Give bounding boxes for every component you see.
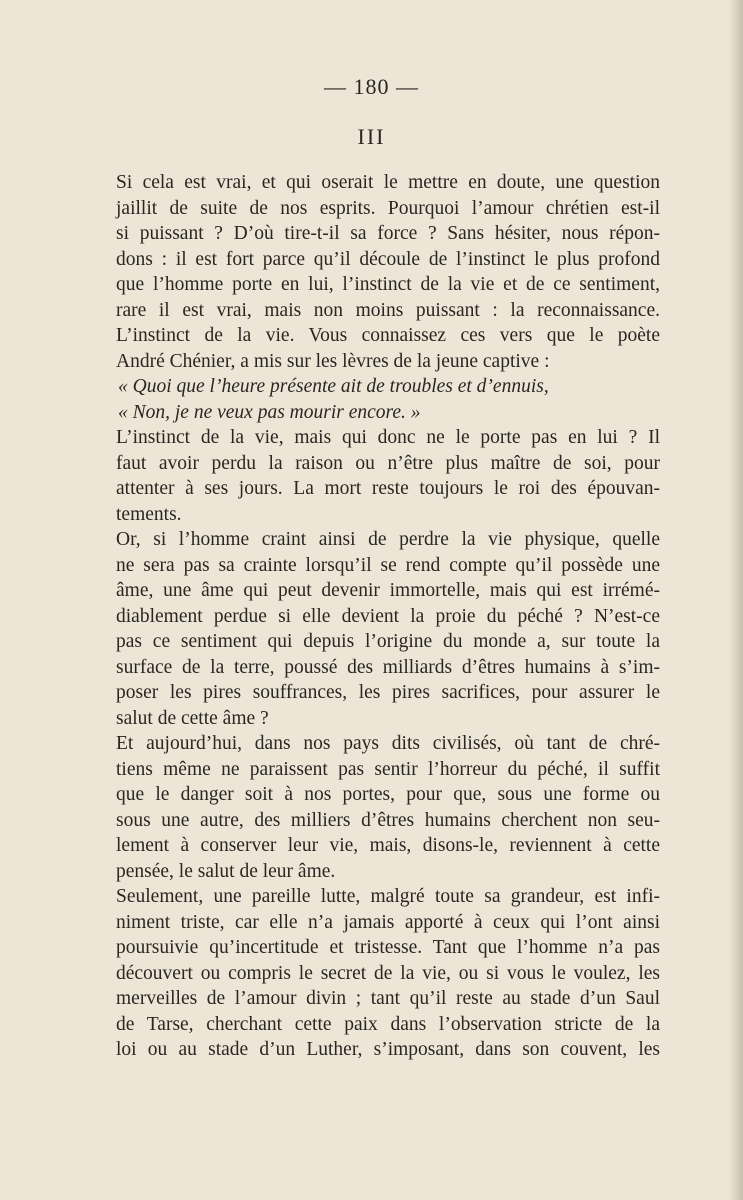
paragraph: [116, 323, 660, 374]
text-line: ne sera pas sa crainte lorsqu’il se rend compte qu’il possède une: [116, 554, 660, 576]
page-number: — 180 —: [324, 74, 419, 99]
paragraph: [116, 884, 660, 1063]
verse-line: « Quoi que l’heure présente ait de troubles et d’ennuis,: [118, 376, 549, 397]
verse-quotation: [116, 374, 660, 425]
text-line: niment triste, car elle n’a jamais apporté à ceux qui l’ont ainsi: [116, 911, 660, 933]
text-line: dons : il est fort parce qu’il découle de l’instinct le plus profond: [116, 248, 660, 270]
text-line: diablement perdue si elle devient la proie du péché ? N’est-ce: [116, 605, 660, 627]
text-line: Seulement, une pareille lutte, malgré toute sa grandeur, est infi-: [116, 886, 660, 907]
text-line: pas ce sentiment qui depuis l’origine du monde a, sur toute la: [116, 631, 660, 652]
text-line: découvert ou compris le secret de la vie, ou si vous le voulez, les: [116, 962, 660, 984]
text-line: merveilles de l’amour divin ; tant qu’il reste au stade d’un Saul: [116, 988, 660, 1009]
text-line: Si cela est vrai, et qui oserait le mettre en doute, une question: [116, 172, 660, 193]
text-line: Et aujourd’hui, dans nos pays dits civilisés, où tant de chré-: [116, 733, 660, 754]
body-text: [116, 170, 660, 1063]
text-line: Or, si l’homme craint ainsi de perdre la vie physique, quelle: [116, 529, 660, 550]
verse-line: « Non, je ne veux pas mourir encore. »: [118, 401, 421, 423]
text-line: tements.: [116, 503, 182, 525]
text-line: âme, une âme qui peut devenir immortelle, mais qui est irrémé-: [116, 580, 660, 601]
text-line: que l’homme porte en lui, l’instinct de la vie et de ce sentiment,: [116, 274, 660, 295]
paragraph: [116, 425, 660, 527]
text-line: attenter à ses jours. La mort reste toujours le roi des épouvan-: [116, 478, 660, 499]
text-line: L’instinct de la vie, mais qui donc ne le porte pas en lui ? Il: [116, 427, 660, 448]
page-edge-shadow: [729, 0, 743, 1200]
text-line: poursuivie qu’incertitude et tristesse. Tant que l’homme n’a pas: [116, 937, 660, 958]
text-line: L’instinct de la vie. Vous connaissez ces vers que le poète: [116, 325, 660, 346]
text-line: André Chénier, a mis sur les lèvres de la jeune captive :: [116, 350, 550, 372]
text-line: de Tarse, cherchant cette paix dans l’observation stricte de la: [116, 1013, 660, 1035]
section-heading: III: [357, 124, 386, 149]
text-line: tiens même ne paraissent pas sentir l’horreur du péché, il suffit: [116, 758, 660, 780]
text-line: si puissant ? D’où tire-t-il sa force ? Sans hésiter, nous répon-: [116, 223, 660, 244]
text-line: sous une autre, des milliers d’êtres humains cherchent non seu-: [116, 809, 660, 831]
text-line: que le danger soit à nos portes, pour que, sous une forme ou: [116, 784, 660, 805]
text-line: loi ou au stade d’un Luther, s’imposant, dans son couvent, les: [116, 1039, 660, 1060]
paragraph: [116, 731, 660, 884]
text-line: surface de la terre, poussé des milliards d’êtres humains à s’im-: [116, 656, 660, 678]
paragraph: [116, 170, 660, 323]
text-line: lement à conserver leur vie, mais, disons-le, reviennent à cette: [116, 835, 660, 856]
text-line: jaillit de suite de nos esprits. Pourquoi l’amour chrétien est-il: [116, 197, 660, 219]
text-line: salut de cette âme ?: [116, 707, 269, 729]
text-line: faut avoir perdu la raison ou n’être plus maître de soi, pour: [116, 452, 660, 474]
text-line: rare il est vrai, mais non moins puissant : la reconnaissance.: [116, 299, 660, 321]
text-line: pensée, le salut de leur âme.: [116, 860, 336, 882]
paragraph: [116, 527, 660, 731]
text-line: poser les pires souffrances, les pires sacrifices, pour assurer le: [116, 682, 660, 703]
